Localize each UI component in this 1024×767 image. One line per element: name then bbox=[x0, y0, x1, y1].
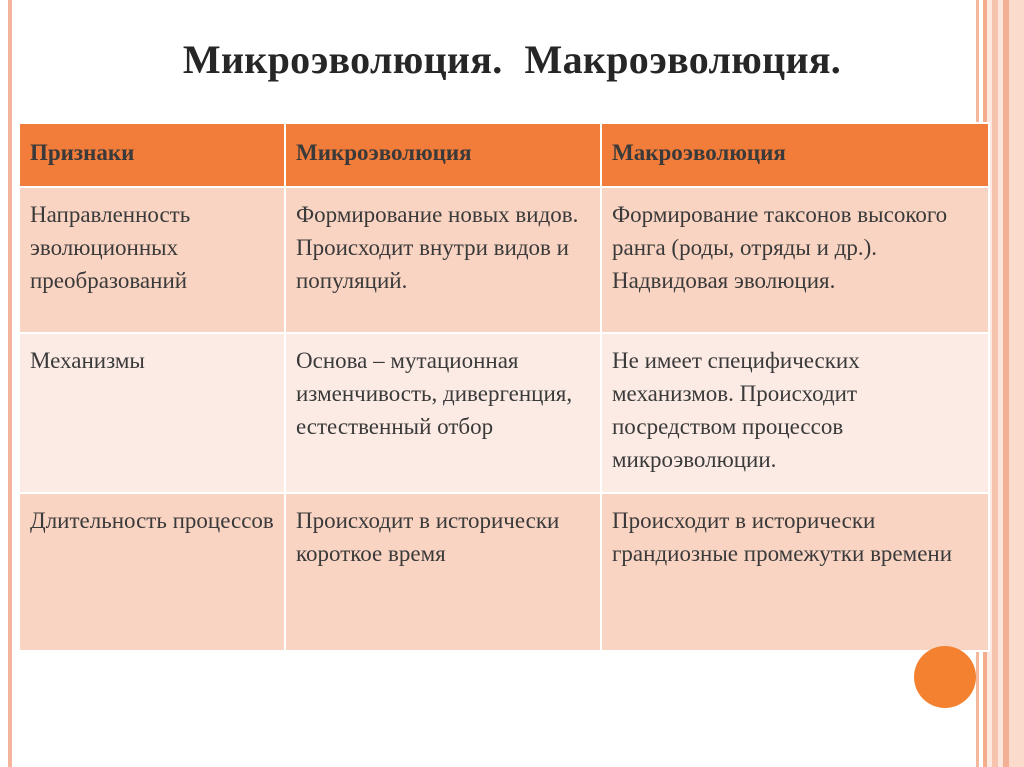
slide-title-macro: Макроэволюция. bbox=[524, 37, 842, 82]
decorative-circle bbox=[914, 646, 976, 708]
header-micro: Микроэволюция bbox=[285, 123, 601, 187]
cell-macro: Происходит в исторически грандиозные промежутки времени bbox=[601, 493, 989, 651]
cell-micro: Основа – мутационная изменчивость, дивергенция, естественный отбор bbox=[285, 333, 601, 493]
cell-macro: Формирование таксонов высокого ранга (роды, отряды и др.). Надвидовая эволюция. bbox=[601, 187, 989, 333]
table-row bbox=[19, 333, 989, 493]
table-row bbox=[19, 493, 989, 651]
cell-micro: Формирование новых видов. Происходит внутри видов и популяций. bbox=[285, 187, 601, 333]
slide-title-micro: Микроэволюция. bbox=[182, 37, 503, 82]
cell-feature: Длительность процессов bbox=[19, 493, 285, 651]
cell-feature: Механизмы bbox=[19, 333, 285, 493]
slide-title bbox=[0, 36, 1024, 83]
cell-feature: Направленность эволюционных преобразований bbox=[19, 187, 285, 333]
cell-macro: Не имеет специфических механизмов. Происходит посредством процессов микроэволюции. bbox=[601, 333, 989, 493]
cell-micro: Происходит в исторически короткое время bbox=[285, 493, 601, 651]
slide-left-border bbox=[8, 0, 12, 767]
table-row bbox=[19, 187, 989, 333]
header-features: Признаки bbox=[19, 123, 285, 187]
header-macro: Макроэволюция bbox=[601, 123, 989, 187]
comparison-table bbox=[18, 122, 990, 652]
table-header-row bbox=[19, 123, 989, 187]
